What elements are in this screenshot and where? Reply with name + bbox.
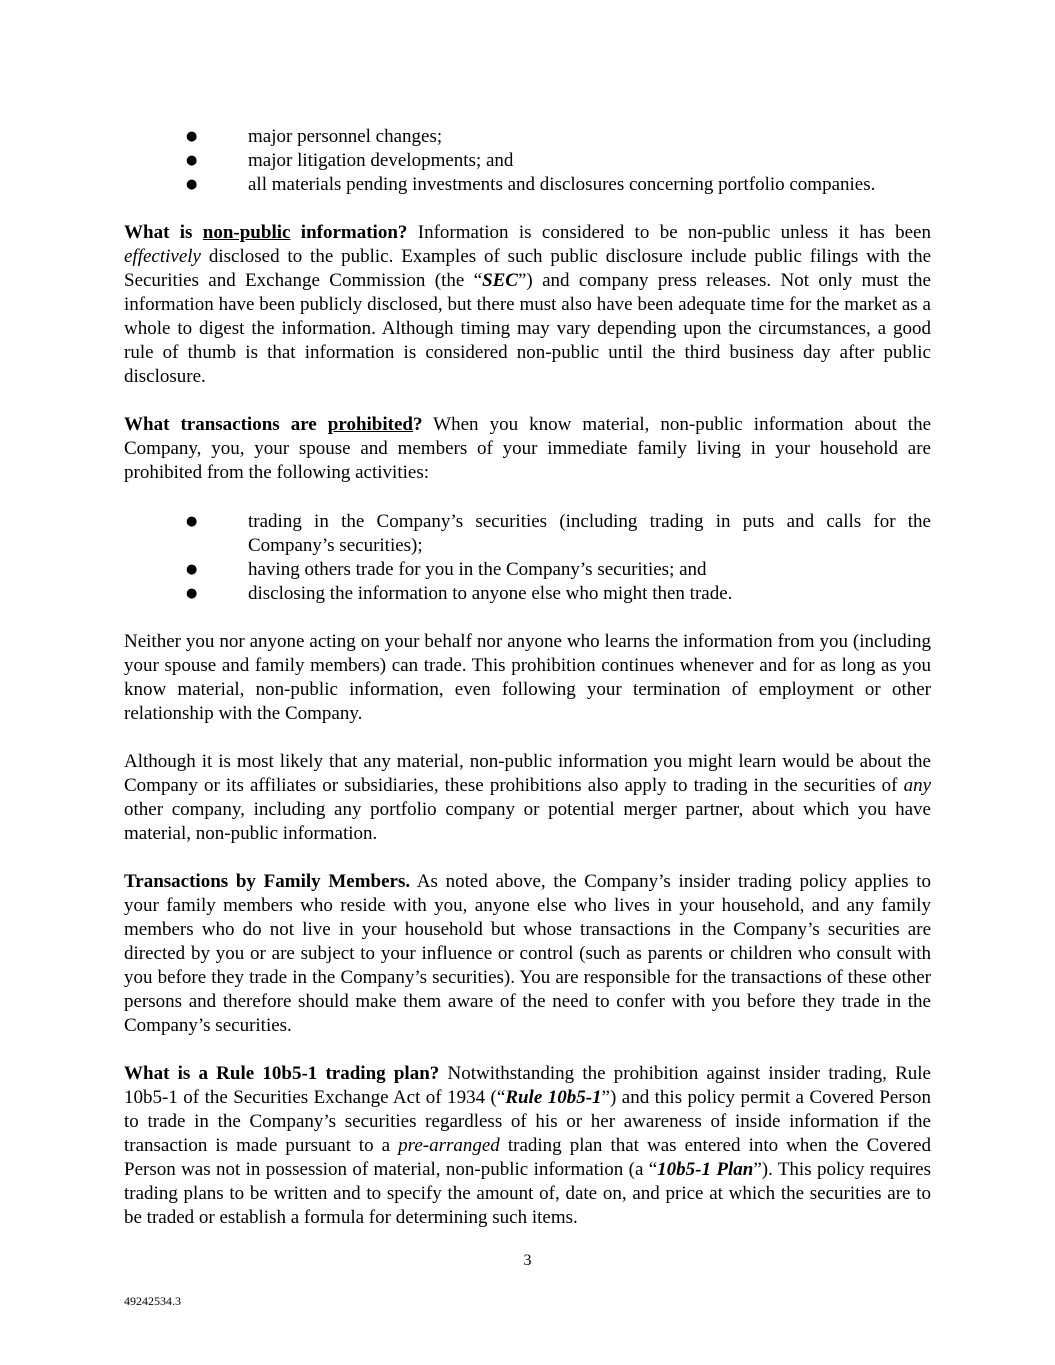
document-id: 49242534.3	[124, 1294, 181, 1308]
list-item: ● disclosing the information to anyone else who might then trade.	[186, 583, 733, 604]
document-body	[124, 125, 931, 1230]
paragraph-family-members: Transactions by Family Members. As noted above, the Company’s insider trading policy applies to your family members who reside with you, anyone else who lives in your household, and any family members who do not live in your household but whose transactions in the Company’s securities are directed by you or are subject to your influence or control (such as parents or children who consult with you before they trade in the Company’s securities). You are responsible for the transactions of these other persons and therefore should make them aware of the need to confer with you before they trade in the Company’s securities.	[124, 871, 931, 1036]
bullet-icon: ●	[186, 514, 198, 529]
list-item: ● trading in the Company’s securities (including trading in puts and calls for the Company’s securities);	[186, 511, 931, 556]
bullet-icon: ●	[186, 586, 198, 601]
paragraph-heading: What is non-public information?	[124, 222, 408, 243]
list-item: ● major litigation developments; and	[186, 150, 514, 171]
paragraph-heading: What transactions are prohibited?	[124, 414, 423, 435]
paragraph-prohibited: What transactions are prohibited? When you know material, non-public information about the Company, you, your spouse and members of your immediate family living in your household are prohibited from the following activities:	[124, 414, 932, 483]
list-item: ● having others trade for you in the Company’s securities; and	[186, 559, 707, 580]
bullet-icon: ●	[186, 129, 198, 144]
paragraph-non-public: What is non-public information? Information is considered to be non-public unless it has been effectively disclosed to the public. Examples of such public disclosure include public filings with the Securities and Exchange Commission (the “SEC”) and company press releases. Not only must the information have been publicly disclosed, but there must also have been adequate time for the market as a whole to digest the information. Although timing may vary depending upon the circumstances, a good rule of thumb is that information is considered non-public until the third business day after public disclosure.	[124, 222, 931, 387]
bullet-icon: ●	[186, 562, 198, 577]
paragraph-rule-10b5-1: What is a Rule 10b5-1 trading plan? Notwithstanding the prohibition against insider trading, Rule 10b5-1 of the Securities Exchange Act of 1934 (“Rule 10b5-1”) and this policy permit a Covered Person to trade in the Company’s securities regardless of his or her awareness of inside information if the transaction is made pursuant to a pre-arranged trading plan that was entered into when the Covered Person was not in possession of material, non-public information (a “10b5-1 Plan”). This policy requires trading plans to be written and to specify the amount of, date on, and price at which the securities are to be traded or establish a formula for determining such items.	[124, 1063, 932, 1228]
paragraph-although: Although it is most likely that any material, non-public information you might learn would be about the Company or its affiliates or subsidiaries, these prohibitions also apply to trading in the securities of any other company, including any portfolio company or potential merger partner, about which you have material, non-public information.	[124, 751, 931, 844]
bullet-icon: ●	[186, 177, 198, 192]
bullet-list-prohibited	[124, 510, 931, 606]
list-item: ● all materials pending investments and disclosures concerning portfolio companies.	[186, 174, 876, 195]
paragraph-neither: Neither you nor anyone acting on your behalf nor anyone who learns the information from you (including your spouse and family members) can trade. This prohibition continues whenever and for as long as you know material, non-public information, even following your termination of employment or other relationship with the Company.	[124, 631, 931, 724]
list-item: ● major personnel changes;	[186, 126, 443, 147]
page-number: 3	[523, 1252, 532, 1269]
bullet-icon: ●	[186, 153, 198, 168]
paragraph-heading: What is a Rule 10b5-1 trading plan?	[124, 1063, 440, 1084]
bullet-list-top	[124, 125, 931, 197]
paragraph-heading: Transactions by Family Members.	[124, 871, 411, 892]
